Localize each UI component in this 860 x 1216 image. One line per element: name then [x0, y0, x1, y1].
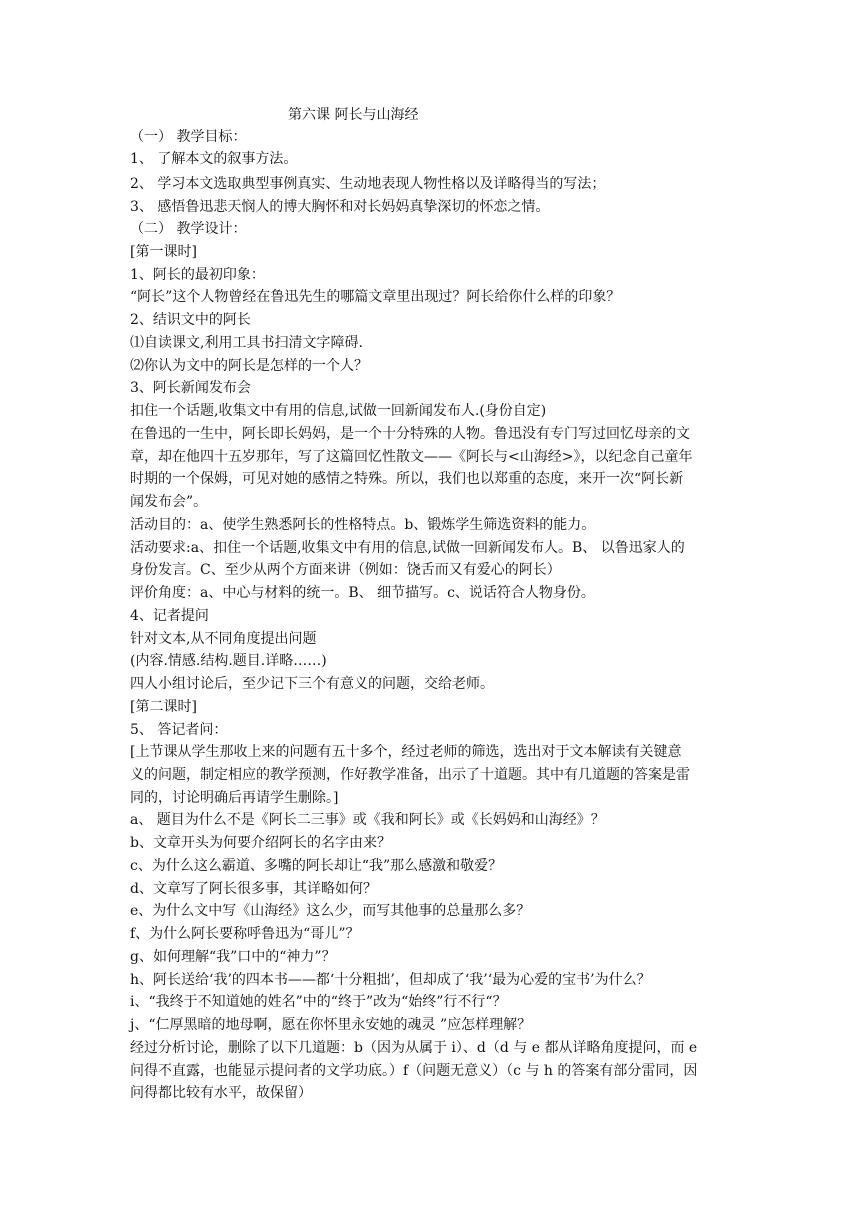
question-item: i、“我终于不知道她的姓名”中的“终于”改为“始终”行不行“？ — [130, 994, 507, 1010]
paragraph-line: 5、 答记者问： — [130, 722, 228, 738]
paragraph-line: 问得都比较有水平，故保留） — [130, 1085, 312, 1101]
paragraph-line: 同的，讨论明确后再请学生删除。] — [130, 790, 339, 806]
question-item: b、文章开头为何要介绍阿长的名字由来？ — [130, 835, 391, 851]
paragraph-line: 问得不直露，也能显示提问者的文学功底。）f（问题无意义）（c 与 h 的答案有部分雷同，因 — [130, 1063, 698, 1079]
paragraph-line: 活动要求:a、扣住一个话题,收集文中有用的信息,试做一回新闻发布人。B、 以鲁迅家人的 — [130, 540, 685, 556]
question-item: g、如何理解“我”口中的“神力”？ — [130, 949, 336, 965]
lesson-marker: [第二课时] — [130, 699, 197, 715]
paragraph-line: 时期的一个保姆，可见对她的感情之特殊。所以，我们也以郑重的态度，来开一次“阿长新 — [130, 471, 684, 487]
paragraph-line: 义的问题，制定相应的教学预测，作好教学准备，出示了十道题。其中有几道题的答案是雷 — [130, 767, 690, 783]
paragraph-line: ⑵你认为文中的阿长是怎样的一个人？ — [130, 358, 368, 374]
paragraph-line: “阿长”这个人物曾经在鲁迅先生的哪篇文章里出现过？阿长给你什么样的印象？ — [130, 289, 621, 305]
question-item: a、 题目为什么不是《阿长二三事》或《我和阿长》或《长妈妈和山海经》？ — [130, 812, 605, 828]
paragraph-line: 评价角度：a、中心与材料的统一。B、 细节描写。c、说话符合人物身份。 — [130, 585, 595, 601]
paragraph-line: 3、 感悟鲁迅悲天悯人的博大胸怀和对长妈妈真挚深切的怀恋之情。 — [130, 199, 550, 215]
paragraph-line: 4、记者提问 — [130, 608, 209, 624]
paragraph-line: 经过分析讨论，删除了以下几道题：b（因为从属于 i）、d（d 与 e 都从详略角度提问，而 e — [130, 1040, 698, 1056]
paragraph-line: 四人小组讨论后，至少记下三个有意义的问题，交给老师。 — [130, 676, 494, 692]
paragraph-line: [上节课从学生那收上来的问题有五十多个，经过老师的筛选，选出对于文本解读有关键意 — [130, 744, 682, 760]
question-item: h、阿长送给‘我’的四本书——都‘十分粗拙’，但却成了‘我’‘最为心爱的宝书’为什么？ — [130, 972, 651, 988]
question-item: d、文章写了阿长很多事，其详略如何？ — [130, 881, 377, 897]
paragraph-line: 活动目的：a、使学生熟悉阿长的性格特点。b、锻炼学生筛选资料的能力。 — [130, 517, 596, 533]
page-title: 第六课 阿长与山海经 — [288, 107, 419, 123]
paragraph-line: ⑴自读课文,利用工具书扫清文字障碍. — [130, 335, 363, 351]
paragraph-line: 身份发言。C、至少从两个方面来讲（例如：饶舌而又有爱心的阿长） — [130, 562, 561, 578]
paragraph-line: 闻发布会”。 — [130, 494, 208, 510]
section-heading: （一） 教学目标： — [130, 129, 247, 145]
paragraph-line: 针对文本,从不同角度提出问题 — [130, 631, 317, 647]
paragraph-line: 扣住一个话题,收集文中有用的信息,试做一回新闻发布人.(身份自定) — [130, 403, 547, 419]
paragraph-line: (内容.情感.结构.题目.详略……) — [130, 653, 327, 669]
paragraph-line: 1、阿长的最初印象： — [130, 267, 265, 283]
paragraph-line: 1、 了解本文的叙事方法。 — [130, 151, 298, 167]
question-item: e、为什么文中写《山海经》这么少，而写其他事的总量那么多？ — [130, 903, 531, 919]
paragraph-line: 在鲁迅的一生中，阿长即长妈妈，是一个十分特殊的人物。鲁迅没有专门写过回忆母亲的文 — [130, 426, 690, 442]
paragraph-line: 2、结识文中的阿长 — [130, 312, 251, 328]
question-item: j、“仁厚黑暗的地母啊，愿在你怀里永安她的魂灵 ”应怎样理解？ — [130, 1017, 532, 1033]
paragraph-line: 3、阿长新闻发布会 — [130, 380, 251, 396]
lesson-marker: [第一课时] — [130, 244, 197, 260]
question-item: f、为什么阿长要称呼鲁迅为“哥儿”？ — [130, 926, 360, 942]
paragraph-line: 2、 学习本文选取典型事例真实、生动地表现人物性格以及详略得当的写法； — [130, 176, 606, 192]
paragraph-line: 章，却在他四十五岁那年，写了这篇回忆性散文——《阿长与<山海经>》，以纪念自己童年 — [130, 449, 693, 465]
question-item: c、为什么这么霸道、多嘴的阿长却让“我”那么感激和敬爱？ — [130, 858, 503, 874]
section-heading: （二） 教学设计： — [130, 221, 247, 237]
